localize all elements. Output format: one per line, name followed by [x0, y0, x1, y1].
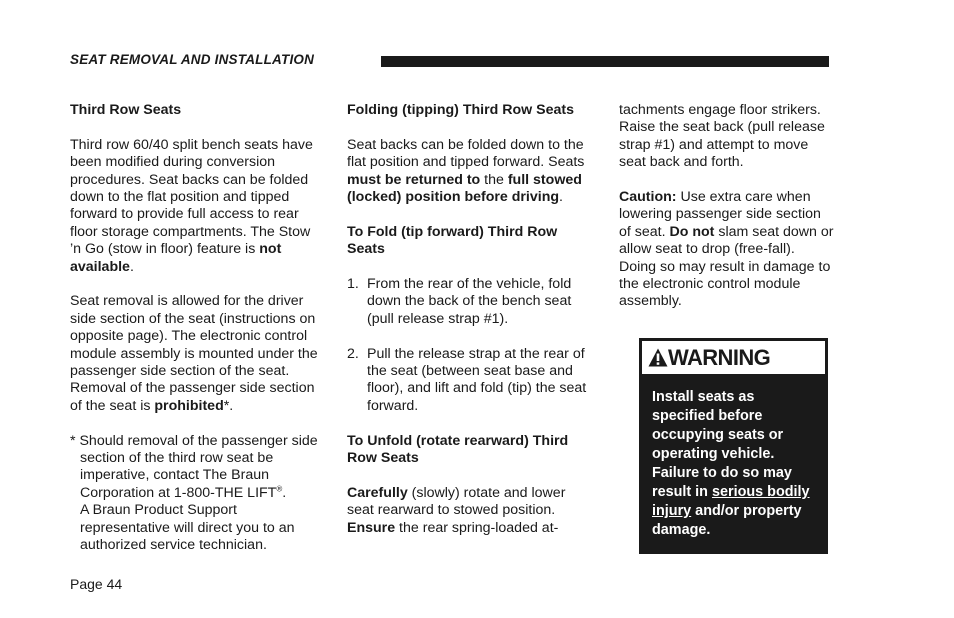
column-2 — [347, 102, 587, 554]
underlined-text: serious bodily injury — [652, 484, 810, 519]
footnote — [70, 433, 325, 555]
text: Seat removal is allowed for the driver side section of the seat (instructions on opposite page). The electronic control module assembly is mounted under the passenger side section of the seat. Removal of the passenger side section of the seat is — [70, 293, 318, 414]
step-number: 2. — [347, 345, 359, 362]
text: the rear spring-loaded at- — [395, 519, 559, 536]
emphasis: not available — [70, 241, 282, 275]
col1-paragraph-1 — [70, 137, 325, 276]
text: and/or property damage. — [652, 503, 802, 538]
text: the — [480, 171, 508, 188]
column-3 — [619, 102, 834, 328]
fold-steps-list — [347, 276, 587, 415]
col3-paragraph-1: tachments engage floor strikers. Raise the seat back (pull release strap #1) and attempt to move seat back and forth. — [619, 102, 825, 171]
text: * Should removal of the passenger side section of the third row seat be imperative, contact The Braun Corporation at 1-800-THE LIFT — [70, 432, 318, 501]
folding-heading: Folding (tipping) Third Row Seats — [347, 102, 574, 118]
caution-label: Caution: — [619, 189, 677, 206]
step-text: From the rear of the vehicle, fold down the back of the bench seat (pull release strap #1). — [367, 276, 572, 327]
text: Install seats as specified before occupying seats or operating vehicle. Failure to do so may result in — [652, 389, 792, 500]
fold-heading: To Fold (tip forward) Third Row Seats — [347, 223, 558, 258]
warning-triangle-icon — [648, 348, 668, 367]
step-number: 1. — [347, 276, 359, 293]
text: (slowly) rotate and lower seat rearward to stowed position. — [347, 484, 566, 519]
caution-paragraph — [619, 189, 834, 311]
col1-paragraph-2 — [70, 293, 325, 415]
list-item — [347, 276, 587, 328]
registered-mark: ® — [276, 484, 283, 494]
emphasis: must be returned to — [347, 171, 481, 188]
text: Third row 60/40 split bench seats have been modified during conversion procedures. Seat backs can be folded down to the flat position and tipped forward to provide full access to rear floor storage compartments. The Stow ’n Go (stow in floor) feature is — [70, 136, 313, 258]
step-text: Pull the release strap at the rear of the seat (between seat base and floor), and lift and fold (tip) the seat forward. — [367, 345, 587, 414]
warning-header — [642, 341, 825, 374]
list-item — [347, 346, 587, 416]
text: . — [559, 189, 563, 206]
text: Seat backs can be folded down to the flat position and tipped forward. Seats — [347, 136, 585, 171]
emphasis: Do not — [669, 223, 715, 240]
warning-text — [642, 374, 825, 540]
text: slam seat down or allow seat to drop (free-fall). Doing so may result in damage to the electronic control module assembly. — [619, 223, 834, 310]
col2-paragraph-1 — [347, 137, 587, 207]
unfold-heading: To Unfold (rotate rearward) Third Row Seats — [347, 432, 569, 467]
emphasis: Carefully — [347, 484, 408, 501]
column-1 — [70, 102, 325, 555]
emphasis: prohibited — [154, 397, 224, 414]
text: Use extra care when lowering passenger side section of seat. — [619, 189, 821, 240]
header-rule-bar — [381, 56, 829, 67]
emphasis: full stowed (locked) position before driving — [347, 171, 582, 206]
warning-box — [639, 338, 828, 554]
text: . — [282, 484, 287, 501]
warning-label: WARNING — [668, 344, 771, 370]
text: *. — [223, 397, 234, 414]
page-number: Page 44 — [70, 576, 123, 592]
section-header-title: SEAT REMOVAL AND INSTALLATION — [70, 52, 315, 67]
third-row-seats-heading: Third Row Seats — [70, 102, 182, 118]
text: A Braun Product Support representative will direct you to an authorized service technician. — [80, 502, 295, 554]
col2-paragraph-2 — [347, 485, 587, 537]
emphasis: Ensure — [347, 519, 396, 536]
text: . — [129, 258, 134, 275]
